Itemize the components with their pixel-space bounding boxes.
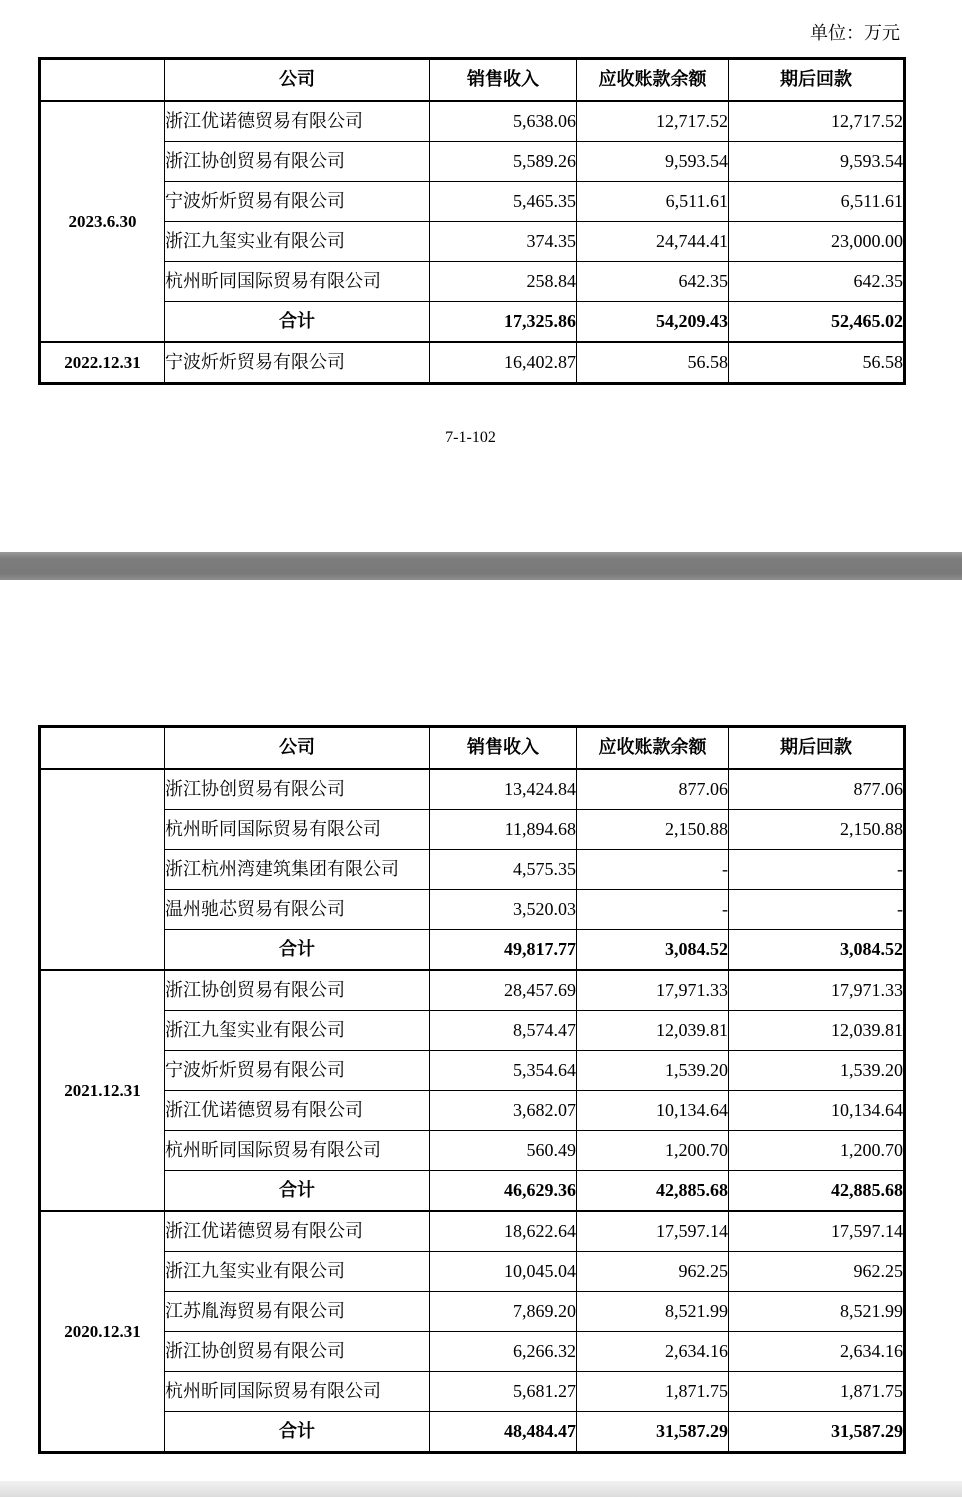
receivable-cell: 8,521.99 xyxy=(577,1292,729,1332)
col-header-receivable: 应收账款余额 xyxy=(577,59,729,102)
total-label-cell: 合计 xyxy=(165,1412,430,1453)
data-row xyxy=(40,1292,905,1332)
data-row xyxy=(40,262,905,302)
data-row xyxy=(40,890,905,930)
collection-cell: 962.25 xyxy=(729,1252,905,1292)
receivable-cell: 1,539.20 xyxy=(577,1051,729,1091)
company-cell: 杭州昕同国际贸易有限公司 xyxy=(165,1372,430,1412)
sales-cell: 6,266.32 xyxy=(430,1332,577,1372)
collection-cell: 9,593.54 xyxy=(729,142,905,182)
sales-cell: 5,465.35 xyxy=(430,182,577,222)
company-cell: 浙江协创贸易有限公司 xyxy=(165,142,430,182)
collection-cell: 1,539.20 xyxy=(729,1051,905,1091)
collection-cell: 1,200.70 xyxy=(729,1131,905,1171)
receivable-cell: 31,587.29 xyxy=(577,1412,729,1453)
sales-cell: 48,484.47 xyxy=(430,1412,577,1453)
collection-cell: 42,885.68 xyxy=(729,1171,905,1212)
receivable-cell: 3,084.52 xyxy=(577,930,729,971)
data-row xyxy=(40,1131,905,1171)
company-cell: 浙江优诺德贸易有限公司 xyxy=(165,1091,430,1131)
company-cell: 浙江九玺实业有限公司 xyxy=(165,222,430,262)
sales-cell: 374.35 xyxy=(430,222,577,262)
collection-cell: 17,597.14 xyxy=(729,1211,905,1252)
total-label-cell: 合计 xyxy=(165,930,430,971)
receivable-cell: 12,039.81 xyxy=(577,1011,729,1051)
company-cell: 浙江杭州湾建筑集团有限公司 xyxy=(165,850,430,890)
col-header-company: 公司 xyxy=(165,727,430,770)
receivable-cell: 2,634.16 xyxy=(577,1332,729,1372)
receivable-cell: 1,871.75 xyxy=(577,1372,729,1412)
collection-cell: 31,587.29 xyxy=(729,1412,905,1453)
company-cell: 江苏胤海贸易有限公司 xyxy=(165,1292,430,1332)
data-row xyxy=(40,142,905,182)
company-cell: 浙江协创贸易有限公司 xyxy=(165,769,430,810)
collection-cell: 1,871.75 xyxy=(729,1372,905,1412)
receivables-table-top xyxy=(38,57,906,385)
unit-label: 单位：万元 xyxy=(810,23,900,43)
total-label-cell: 合计 xyxy=(165,1171,430,1212)
sales-cell: 3,682.07 xyxy=(430,1091,577,1131)
receivable-cell: 17,597.14 xyxy=(577,1211,729,1252)
sales-cell: 11,894.68 xyxy=(430,810,577,850)
total-row xyxy=(40,1412,905,1453)
collection-cell: - xyxy=(729,850,905,890)
collection-cell: 56.58 xyxy=(729,342,905,384)
sales-cell: 3,520.03 xyxy=(430,890,577,930)
col-header-receivable: 应收账款余额 xyxy=(577,727,729,770)
collection-cell: 23,000.00 xyxy=(729,222,905,262)
sales-cell: 5,354.64 xyxy=(430,1051,577,1091)
sales-cell: 46,629.36 xyxy=(430,1171,577,1212)
data-row xyxy=(40,1252,905,1292)
collection-cell: 3,084.52 xyxy=(729,930,905,971)
col-header-sales: 销售收入 xyxy=(430,727,577,770)
sales-cell: 560.49 xyxy=(430,1131,577,1171)
date-cell-empty xyxy=(40,769,165,970)
data-row xyxy=(40,810,905,850)
sales-cell: 18,622.64 xyxy=(430,1211,577,1252)
col-header-sales: 销售收入 xyxy=(430,59,577,102)
total-row xyxy=(40,1171,905,1212)
page-number: 7-1-102 xyxy=(445,429,496,446)
company-cell: 浙江九玺实业有限公司 xyxy=(165,1011,430,1051)
data-row xyxy=(40,769,905,810)
receivable-cell: - xyxy=(577,850,729,890)
receivable-cell: 6,511.61 xyxy=(577,182,729,222)
company-cell: 温州驰芯贸易有限公司 xyxy=(165,890,430,930)
receivable-cell: 877.06 xyxy=(577,769,729,810)
data-row xyxy=(40,222,905,262)
collection-cell: 12,717.52 xyxy=(729,101,905,142)
sales-cell: 13,424.84 xyxy=(430,769,577,810)
sales-cell: 28,457.69 xyxy=(430,970,577,1011)
company-cell: 宁波炘炘贸易有限公司 xyxy=(165,342,430,384)
receivable-cell: 24,744.41 xyxy=(577,222,729,262)
data-row xyxy=(40,1051,905,1091)
page-separator-bar xyxy=(0,552,962,580)
data-row xyxy=(40,342,905,384)
collection-cell: 10,134.64 xyxy=(729,1091,905,1131)
collection-cell: 2,634.16 xyxy=(729,1332,905,1372)
company-cell: 杭州昕同国际贸易有限公司 xyxy=(165,262,430,302)
date-cell: 2023.6.30 xyxy=(40,101,165,342)
collection-cell: 877.06 xyxy=(729,769,905,810)
data-row xyxy=(40,1211,905,1252)
col-header-company: 公司 xyxy=(165,59,430,102)
corner-cell xyxy=(40,727,165,770)
sales-cell: 5,638.06 xyxy=(430,101,577,142)
data-row xyxy=(40,1011,905,1051)
receivable-cell: 962.25 xyxy=(577,1252,729,1292)
data-row xyxy=(40,1332,905,1372)
collection-cell: - xyxy=(729,890,905,930)
sales-cell: 8,574.47 xyxy=(430,1011,577,1051)
sales-cell: 10,045.04 xyxy=(430,1252,577,1292)
receivable-cell: 1,200.70 xyxy=(577,1131,729,1171)
data-row xyxy=(40,850,905,890)
sales-cell: 17,325.86 xyxy=(430,302,577,343)
col-header-collection: 期后回款 xyxy=(729,727,905,770)
sales-cell: 258.84 xyxy=(430,262,577,302)
sales-cell: 16,402.87 xyxy=(430,342,577,384)
sales-cell: 4,575.35 xyxy=(430,850,577,890)
receivables-table-bottom xyxy=(38,725,906,1454)
company-cell: 浙江协创贸易有限公司 xyxy=(165,970,430,1011)
receivable-cell: 10,134.64 xyxy=(577,1091,729,1131)
collection-cell: 12,039.81 xyxy=(729,1011,905,1051)
corner-cell xyxy=(40,59,165,102)
receivable-cell: 56.58 xyxy=(577,342,729,384)
company-cell: 宁波炘炘贸易有限公司 xyxy=(165,182,430,222)
company-cell: 杭州昕同国际贸易有限公司 xyxy=(165,1131,430,1171)
sales-cell: 5,681.27 xyxy=(430,1372,577,1412)
receivable-cell: 642.35 xyxy=(577,262,729,302)
collection-cell: 6,511.61 xyxy=(729,182,905,222)
receivable-cell: 54,209.43 xyxy=(577,302,729,343)
data-row xyxy=(40,970,905,1011)
col-header-collection: 期后回款 xyxy=(729,59,905,102)
receivable-cell: 2,150.88 xyxy=(577,810,729,850)
receivable-cell: - xyxy=(577,890,729,930)
data-row xyxy=(40,1091,905,1131)
date-cell: 2021.12.31 xyxy=(40,970,165,1211)
data-row xyxy=(40,1372,905,1412)
company-cell: 宁波炘炘贸易有限公司 xyxy=(165,1051,430,1091)
company-cell: 浙江优诺德贸易有限公司 xyxy=(165,101,430,142)
collection-cell: 17,971.33 xyxy=(729,970,905,1011)
sales-cell: 7,869.20 xyxy=(430,1292,577,1332)
total-row xyxy=(40,930,905,971)
company-cell: 杭州昕同国际贸易有限公司 xyxy=(165,810,430,850)
page-bottom-edge xyxy=(0,1481,962,1497)
company-cell: 浙江九玺实业有限公司 xyxy=(165,1252,430,1292)
collection-cell: 642.35 xyxy=(729,262,905,302)
date-cell: 2022.12.31 xyxy=(40,342,165,384)
sales-cell: 49,817.77 xyxy=(430,930,577,971)
total-label-cell: 合计 xyxy=(165,302,430,343)
receivable-cell: 9,593.54 xyxy=(577,142,729,182)
company-cell: 浙江优诺德贸易有限公司 xyxy=(165,1211,430,1252)
date-cell: 2020.12.31 xyxy=(40,1211,165,1453)
data-row xyxy=(40,182,905,222)
document-page xyxy=(0,21,962,1454)
collection-cell: 8,521.99 xyxy=(729,1292,905,1332)
receivable-cell: 17,971.33 xyxy=(577,970,729,1011)
receivable-cell: 42,885.68 xyxy=(577,1171,729,1212)
collection-cell: 2,150.88 xyxy=(729,810,905,850)
receivable-cell: 12,717.52 xyxy=(577,101,729,142)
total-row xyxy=(40,302,905,343)
data-row xyxy=(40,101,905,142)
header-row xyxy=(40,59,905,102)
sales-cell: 5,589.26 xyxy=(430,142,577,182)
header-row xyxy=(40,727,905,770)
company-cell: 浙江协创贸易有限公司 xyxy=(165,1332,430,1372)
collection-cell: 52,465.02 xyxy=(729,302,905,343)
